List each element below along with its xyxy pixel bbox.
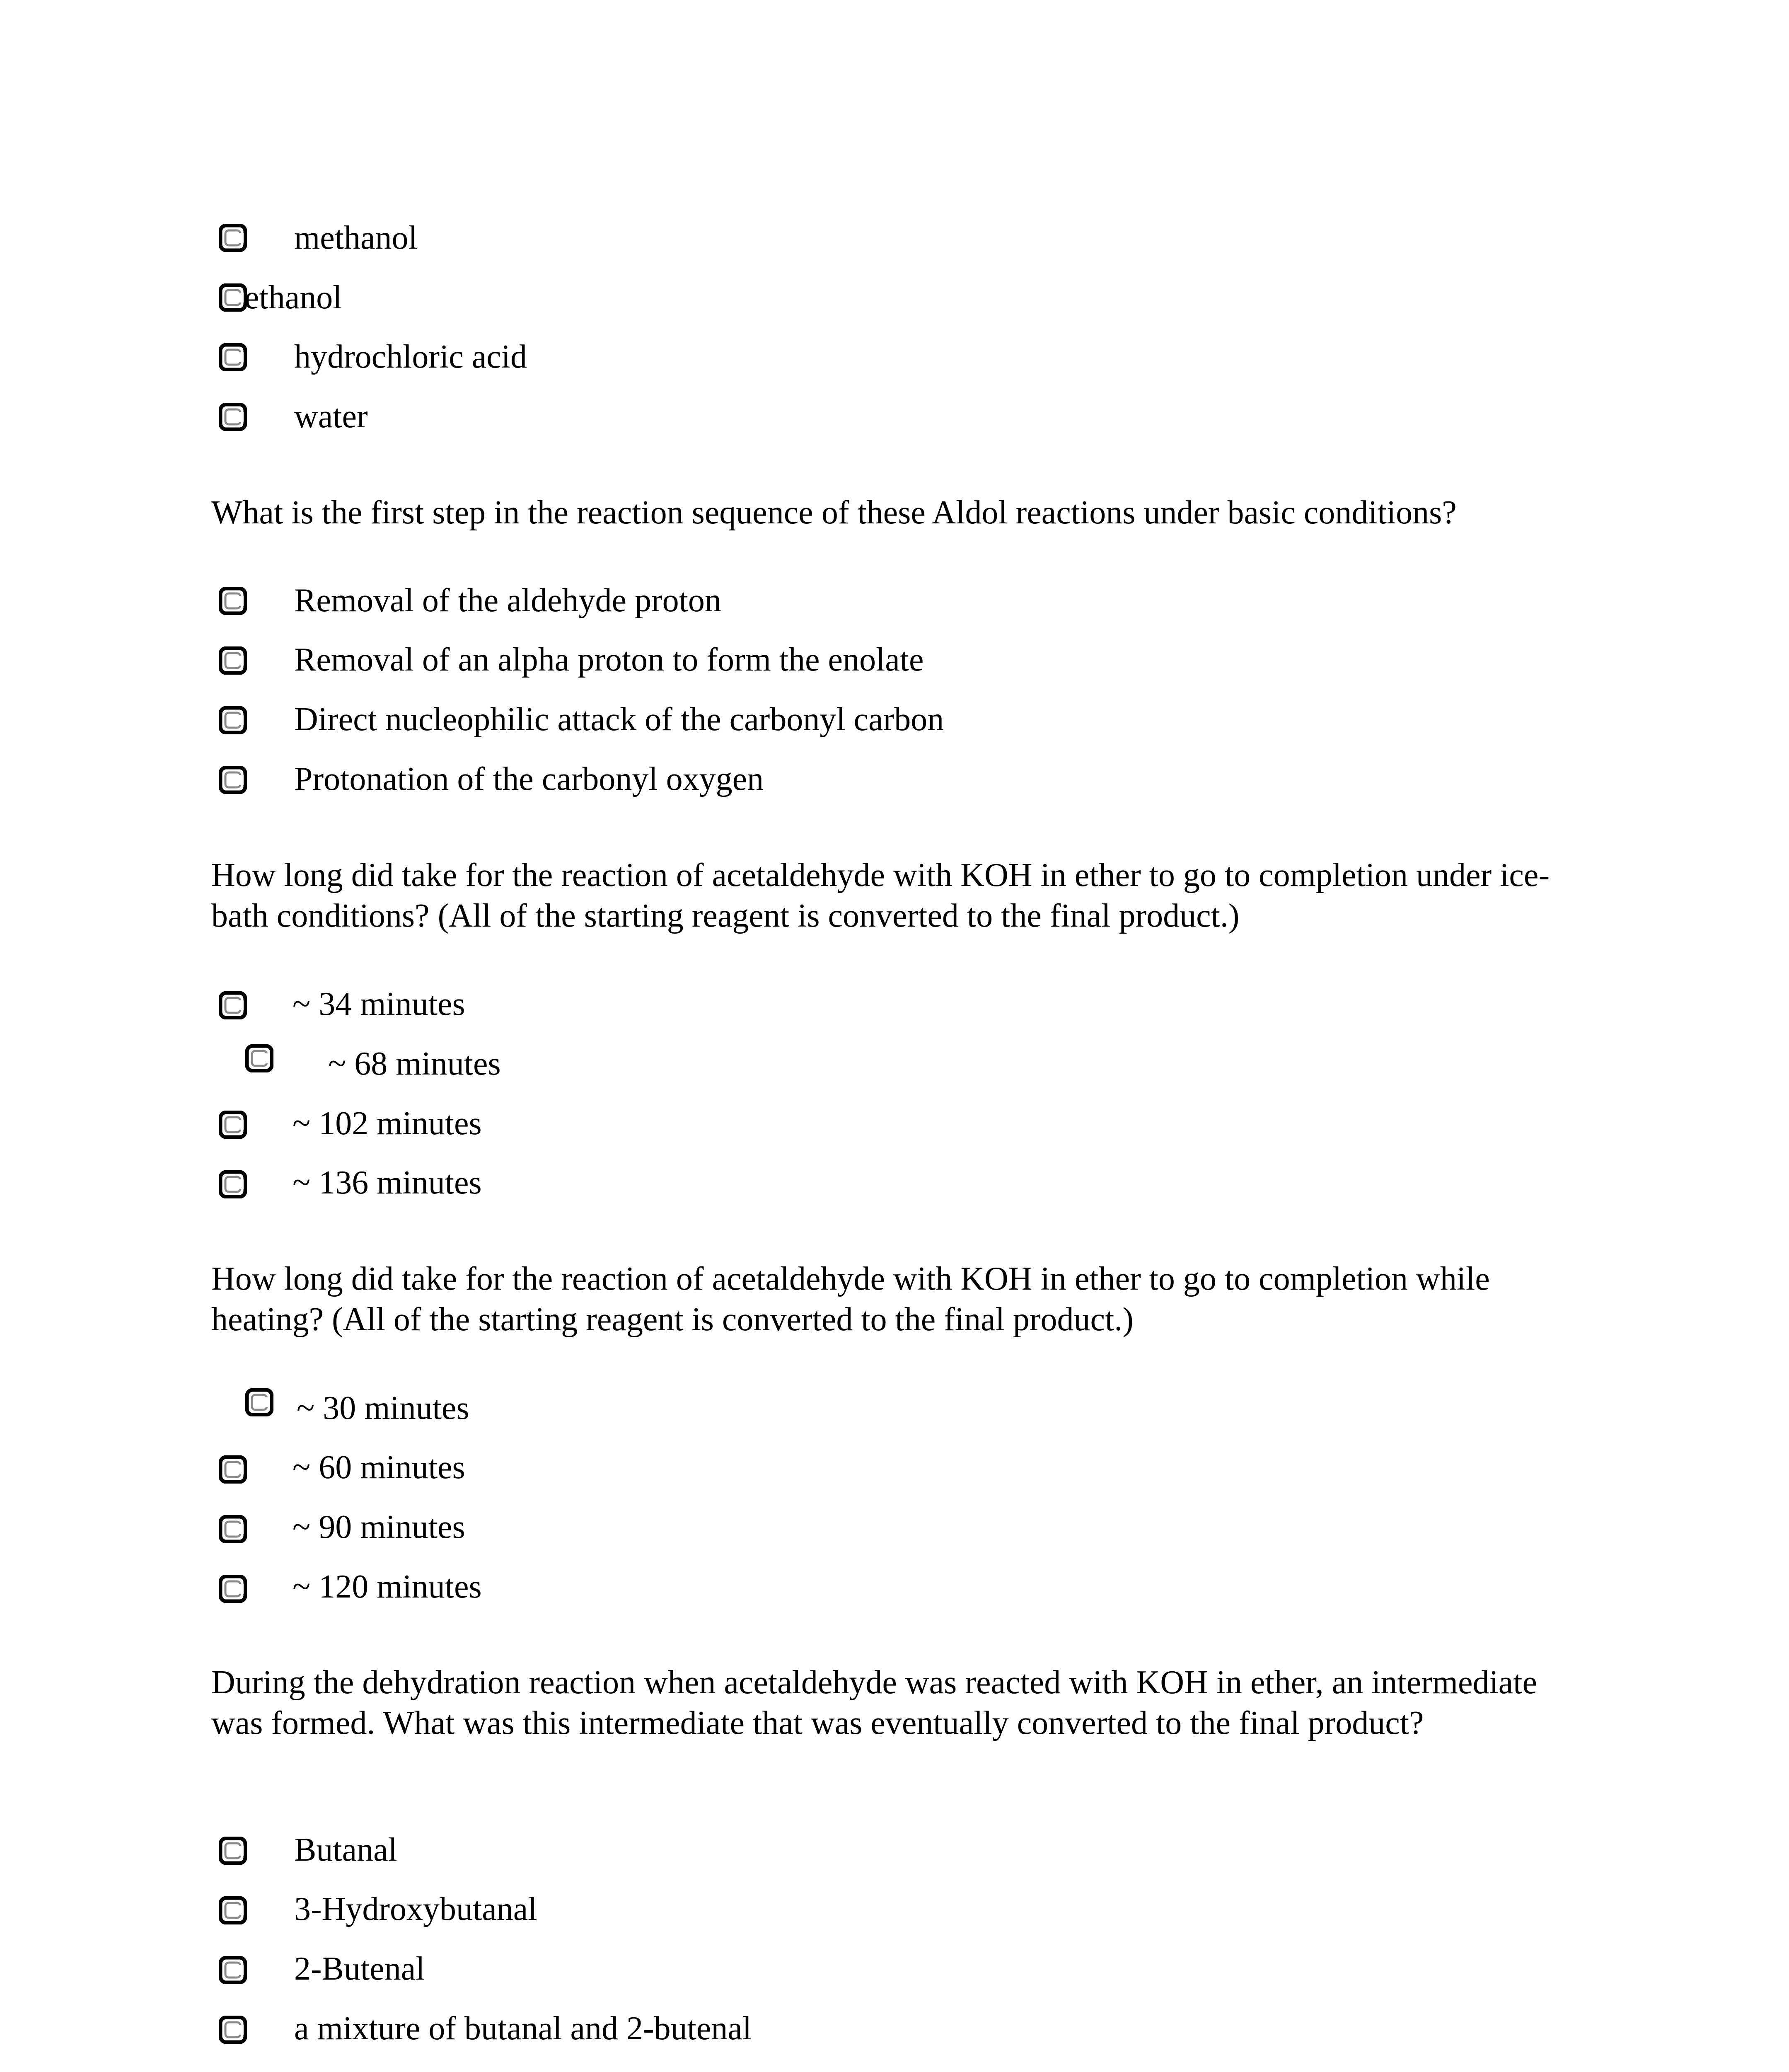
radio-icon [219,403,247,431]
option-label: Removal of the aldehyde proton [294,582,721,619]
option-label: ~ 120 minutes [293,1569,482,1605]
radio-icon [219,646,247,675]
option-label: ~ 34 minutes [293,986,465,1022]
option-label: ethanol [244,279,342,316]
radio-button[interactable] [219,766,247,794]
radio-button[interactable] [219,1956,247,1984]
radio-button[interactable] [245,1044,273,1072]
question-text: During the dehydration reaction when acetaldehyde was reacted with KOH in ether, an intermediate was formed. What was this intermediate that was eventually converted to the final product? [211,1664,1537,1741]
radio-icon [219,1111,247,1139]
radio-button[interactable] [219,1896,247,1924]
option-label: Direct nucleophilic attack of the carbonyl carbon [294,701,944,738]
radio-button[interactable] [219,1515,247,1543]
radio-icon [219,991,247,1019]
radio-icon [219,343,247,371]
option-label: ~ 30 minutes [297,1390,469,1426]
question-text: How long did take for the reaction of acetaldehyde with KOH in ether to go to completion while heating? (All of the starting reagent is converted to the final product.) [211,1261,1490,1338]
option-label: methanol [294,220,418,256]
radio-icon [219,2016,247,2044]
option-label: 2-Butenal [294,1951,425,1987]
radio-icon [219,1896,247,1924]
radio-icon [245,1388,273,1416]
radio-button[interactable] [219,1455,247,1484]
radio-button[interactable] [219,991,247,1019]
radio-icon [219,1575,247,1603]
radio-icon [219,706,247,734]
radio-icon [219,1837,247,1865]
radio-button[interactable] [219,283,247,312]
option-label: ~ 60 minutes [293,1449,465,1486]
option-label: a mixture of butanal and 2-butenal [294,2010,752,2047]
option-label: water [294,398,368,435]
radio-button[interactable] [219,1111,247,1139]
option-label: 3-Hydroxybutanal [294,1891,537,1927]
option-label: Removal of an alpha proton to form the enolate [294,641,924,678]
option-label: ~ 90 minutes [293,1509,465,1545]
question-text: How long did take for the reaction of acetaldehyde with KOH in ether to go to completion under ice-bath conditions? (All of the starting reagent is converted to the final product.) [211,857,1550,934]
radio-button[interactable] [219,646,247,675]
option-label: ~ 68 minutes [328,1046,501,1082]
option-label: Protonation of the carbonyl oxygen [294,761,764,797]
option-label: ~ 136 minutes [293,1164,482,1201]
radio-icon [219,1956,247,1984]
radio-button[interactable] [219,1575,247,1603]
option-label: Butanal [294,1832,397,1868]
option-label: hydrochloric acid [294,339,527,375]
radio-icon [219,766,247,794]
radio-button[interactable] [219,587,247,615]
radio-icon [219,283,247,312]
radio-button[interactable] [219,1837,247,1865]
question-text: What is the first step in the reaction sequence of these Aldol reactions under basic conditions? [211,494,1457,531]
radio-button[interactable] [219,403,247,431]
radio-button[interactable] [219,2016,247,2044]
radio-button[interactable] [245,1388,273,1416]
radio-icon [245,1044,273,1072]
radio-icon [219,1515,247,1543]
option-label: ~ 102 minutes [293,1105,482,1142]
radio-icon [219,224,247,252]
radio-icon [219,587,247,615]
radio-button[interactable] [219,224,247,252]
radio-icon [219,1455,247,1484]
radio-button[interactable] [219,343,247,371]
radio-button[interactable] [219,1170,247,1198]
radio-button[interactable] [219,706,247,734]
radio-icon [219,1170,247,1198]
